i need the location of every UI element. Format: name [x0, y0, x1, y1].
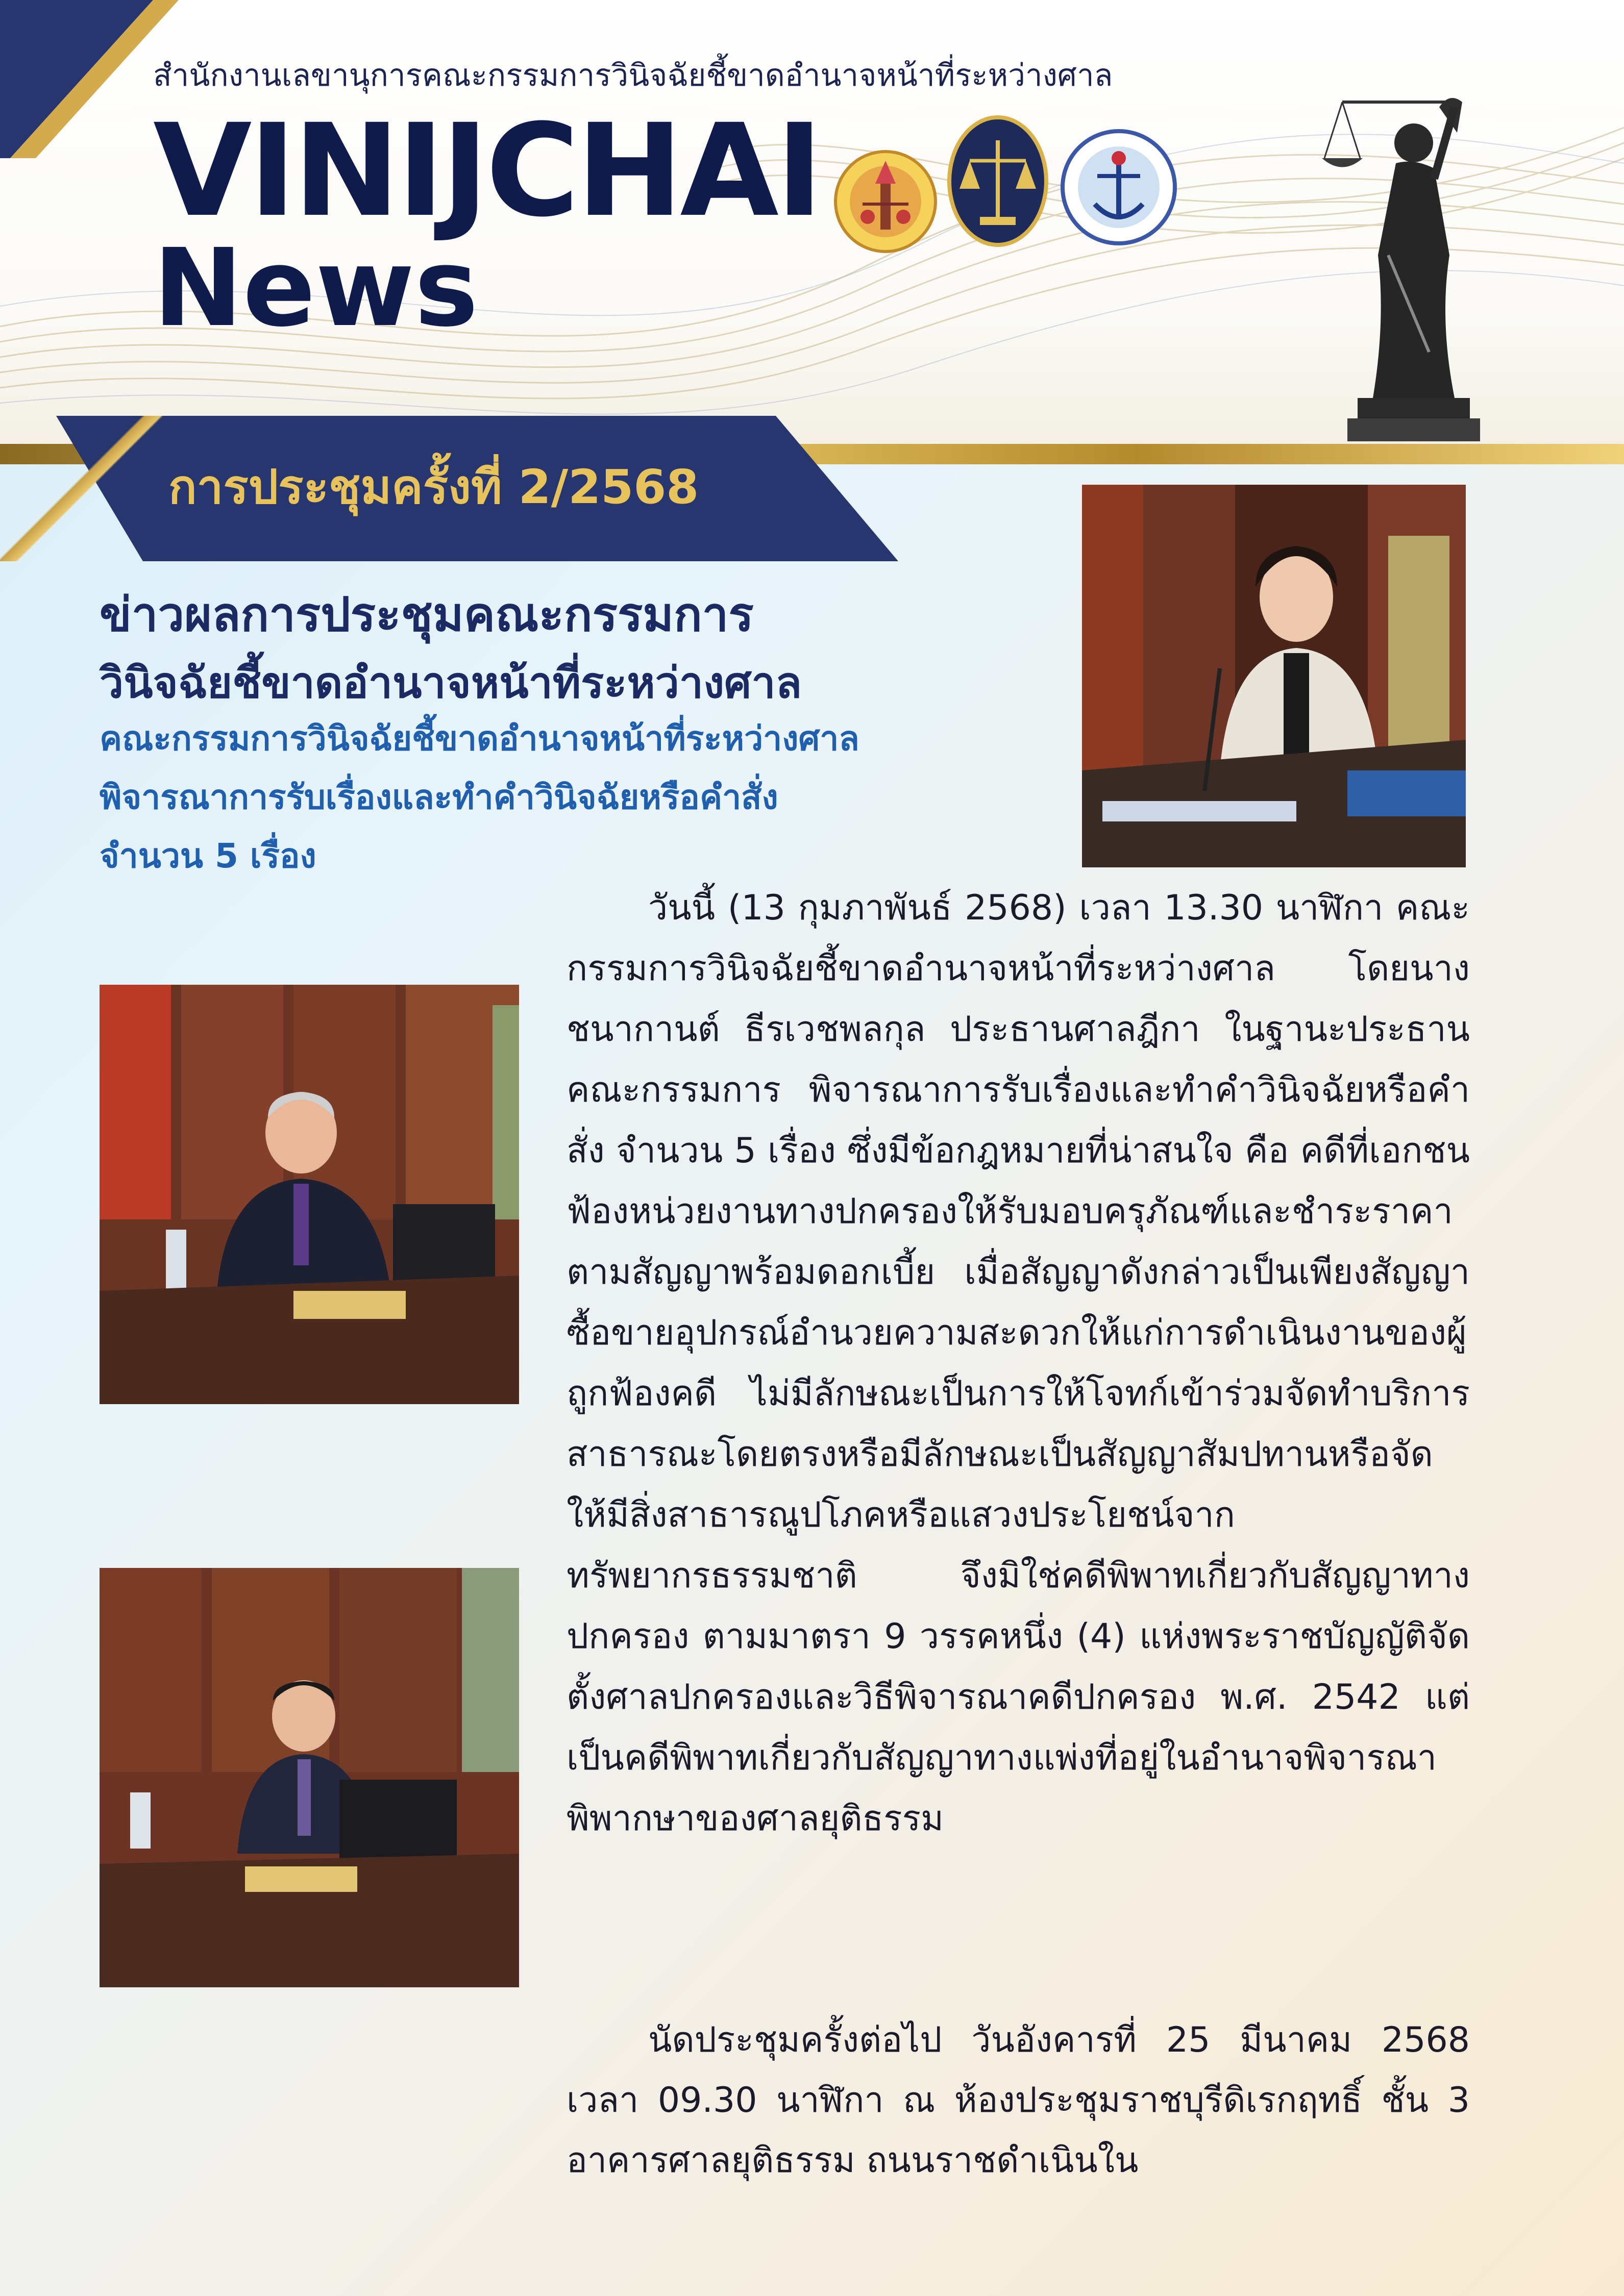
headline-line-1: ข่าวผลการประชุมคณะกรรมการ [100, 587, 754, 642]
scales-emblem-icon [947, 115, 1049, 247]
next-meeting-paragraph: นัดประชุมครั้งต่อไป วันอังคารที่ 25 มีนาคม 2568 เวลา 09.30 นาฬิกา ณ ห้องประชุมราชบุรีดิเรกฤทธิ์ ชั้น 3 อาคารศาลยุติธรรม ถนนราชดำเนินใน [567, 2020, 1470, 2181]
masthead [0, 0, 1624, 449]
masthead-title: VINIJCHAI [153, 96, 820, 245]
subheading-line-2: พิจารณาการรับเรื่องและทำคำวินิจฉัยหรือคำสั่ง [100, 778, 778, 817]
meeting-number: การประชุมครั้งที่ 2/2568 [168, 460, 699, 514]
masthead-subtitle: News [153, 226, 479, 351]
subheading-line-3: จำนวน 5 เรื่อง [100, 836, 316, 876]
article-paragraph: วันนี้ (13 กุมภาพันธ์ 2568) เวลา 13.30 นาฬิกา คณะกรรมการวินิจฉัยชี้ขาดอำนาจหน้าที่ระหว่างศาล โดยนางชนากานต์ ธีรเวชพลกุล ประธานศาลฎีกา ในฐานะประธานคณะกรรมการ พิจารณาการรับเรื่องและทำคำวินิจฉัยหรือคำสั่ง จำนวน 5 เรื่อง ซึ่งมีข้อกฎหมายที่น่าสนใจ คือ คดีที่เอกชนฟ้องหน่วยงานทางปกครองให้รับมอบครุภัณฑ์และชำระราคาตามสัญญาพร้อมดอกเบี้ย เมื่อสัญญาดังกล่าวเป็นเพียงสัญญาซื้อขายอุปกรณ์อำนวยความสะดวกให้แก่การดำเนินงานของผู้ถูกฟ้องคดี ไม่มีลักษณะเป็นการให้โจทก์เข้าร่วมจัดทำบริการสาธารณะโดยตรงหรือมีลักษณะเป็นสัญญาสัมปทานหรือจัดให้มีสิ่งสาธารณูปโภคหรือแสวงประโยชน์จากทรัพยากรธรรมชาติ จึงมิใช่คดีพิพาทเกี่ยวกับสัญญาทางปกครอง ตามมาตรา 9 วรรคหนึ่ง (4) แห่งพระราชบัญญัติจัดตั้งศาลปกครองและวิธีพิจารณาคดีปกครอง พ.ศ. 2542 แต่เป็นคดีพิพาทเกี่ยวกับสัญญาทางแพ่งที่อยู่ในอำนาจพิจารณาพิพากษาของศาลยุติธรรม [567, 888, 1470, 1839]
organization-name: สำนักงานเลขานุการคณะกรรมการวินิจฉัยชี้ขาดอำนาจหน้าที่ระหว่างศาล [153, 58, 1113, 93]
photo-committee-member-2 [100, 1568, 519, 1987]
photo-committee-member-1 [100, 985, 519, 1404]
photo-chairperson [1082, 485, 1466, 867]
article-body [567, 878, 1470, 1849]
court-emblem-icon [832, 148, 939, 255]
banner-stripe [0, 416, 163, 561]
next-meeting-notice [567, 2010, 1470, 2191]
lady-justice-statue [1286, 87, 1500, 444]
headline-line-2: วินิจฉัยชี้ขาดอำนาจหน้าที่ระหว่างศาล [100, 658, 802, 708]
subheading-line-1: คณะกรรมการวินิจฉัยชี้ขาดอำนาจหน้าที่ระหว่างศาล [100, 719, 859, 758]
anchor-scales-emblem-icon [1059, 128, 1179, 247]
